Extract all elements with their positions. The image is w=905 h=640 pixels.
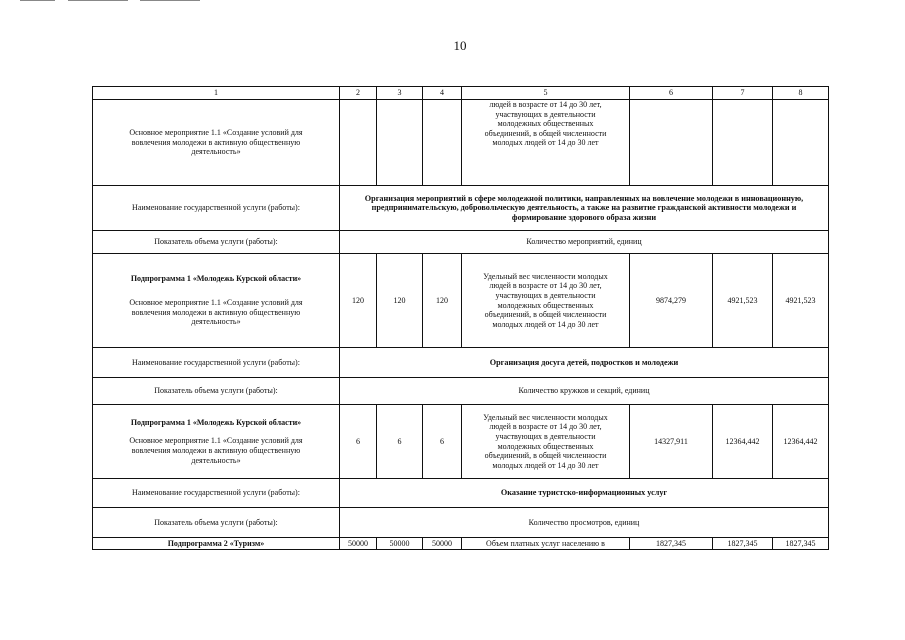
scan-edge-line (20, 0, 55, 1)
value-cell: 9874,279 (630, 254, 713, 348)
table-header-row (93, 87, 829, 100)
indicator-line: людей в возрасте от 14 до 30 лет, (489, 100, 602, 109)
value-cell (713, 100, 773, 186)
activity-line: Основное мероприятие 1.1 «Создание условий для (129, 297, 303, 307)
volume-indicator-value: Количество просмотров, единиц (340, 508, 829, 538)
indicator-cell (462, 100, 630, 186)
indicator-line: участвующих в деятельности (495, 290, 596, 300)
indicator-cell (462, 254, 630, 348)
value-cell: 4921,523 (773, 254, 829, 348)
indicator-line: молодых людей от 14 до 30 лет (492, 138, 599, 148)
indicator-line: участвующих в деятельности (495, 431, 596, 441)
activity-line: Основное мероприятие 1.1 «Создание условий для (129, 436, 303, 446)
value-cell: 6 (377, 405, 423, 479)
indicator-line: людей в возрасте от 14 до 30 лет, (489, 422, 602, 432)
service-name-label: Наименование государственной услуги (работы): (93, 186, 340, 231)
table-row (93, 231, 829, 254)
table-row (93, 348, 829, 378)
indicator-line: молодых людей от 14 до 30 лет (492, 319, 599, 329)
value-cell: 50000 (423, 538, 462, 550)
value-cell: 12364,442 (713, 405, 773, 479)
value-cell: 6 (340, 405, 377, 479)
indicator-line: участвующих в деятельности (495, 109, 596, 119)
activity-line: вовлечения молодежи в активную общественную (131, 307, 301, 317)
indicator-cell: Объем платных услуг населению в (462, 538, 630, 550)
activity-line: деятельность» (191, 147, 241, 157)
value-cell: 120 (423, 254, 462, 348)
service-name-value: Организация мероприятий в сфере молодежной политики, направленных на вовлечение молодежи в инновационную, предпринимательскую, добровольческую деятельность, а также на развитие гражданской активности молодежи и формирование здорового образа жизни (340, 186, 829, 231)
table-row (93, 254, 829, 348)
value-cell: 6 (423, 405, 462, 479)
activity-cell (93, 100, 340, 186)
activity-line: вовлечения молодежи в активную общественную (131, 137, 301, 147)
activity-line: вовлечения молодежи в активную общественную (131, 446, 301, 455)
value-cell (377, 100, 423, 186)
subprogram-title: Подпрограмма 1 «Молодежь Курской области» (130, 274, 302, 284)
header-cell: 1 (93, 87, 340, 100)
table-row (93, 508, 829, 538)
activity-line: деятельность» (191, 455, 241, 465)
header-cell: 8 (773, 87, 829, 100)
table-row (93, 186, 829, 231)
table-row (93, 100, 829, 186)
header-cell: 6 (630, 87, 713, 100)
indicator-line: молодежных общественных (497, 300, 594, 310)
activity-cell (93, 254, 340, 348)
indicator-line: объединений, в общей численности (484, 128, 607, 138)
indicator-line: объединений, в общей численности (484, 451, 607, 461)
volume-indicator-label: Показатель объема услуги (работы): (93, 508, 340, 538)
value-cell (773, 100, 829, 186)
header-cell: 2 (340, 87, 377, 100)
volume-indicator-label: Показатель объема услуги (работы): (93, 378, 340, 405)
scan-edge-line (68, 0, 128, 1)
value-cell: 12364,442 (773, 405, 829, 479)
service-name-label: Наименование государственной услуги (работы): (93, 348, 340, 378)
table-row (93, 538, 829, 550)
indicator-line: людей в возрасте от 14 до 30 лет, (489, 281, 602, 291)
value-cell: 1827,345 (630, 538, 713, 550)
value-cell: 120 (340, 254, 377, 348)
indicator-line: объединений, в общей численности (484, 310, 607, 320)
volume-indicator-value: Количество кружков и секций, единиц (340, 378, 829, 405)
volume-indicator-label: Показатель объема услуги (работы): (93, 231, 340, 254)
value-cell: 120 (377, 254, 423, 348)
header-cell: 4 (423, 87, 462, 100)
table-row (93, 405, 829, 479)
value-cell: 50000 (340, 538, 377, 550)
indicator-cell (462, 405, 630, 479)
activity-line: Основное мероприятие 1.1 «Создание условий для (129, 128, 303, 138)
subprogram-title: Подпрограмма 1 «Молодежь Курской области» (130, 417, 302, 427)
value-cell (340, 100, 377, 186)
header-cell: 5 (462, 87, 630, 100)
indicator-line: молодых людей от 14 до 30 лет (492, 460, 599, 470)
service-table (92, 86, 829, 550)
activity-line: деятельность» (191, 317, 241, 327)
header-cell: 3 (377, 87, 423, 100)
indicator-line: Удельный вес численности молодых (483, 271, 608, 281)
value-cell: 4921,523 (713, 254, 773, 348)
value-cell (630, 100, 713, 186)
value-cell: 50000 (377, 538, 423, 550)
activity-cell (93, 405, 340, 479)
value-cell: 14327,911 (630, 405, 713, 479)
header-cell: 7 (713, 87, 773, 100)
value-cell (423, 100, 462, 186)
service-name-value: Оказание туристско-информационных услуг (340, 479, 829, 508)
value-cell: 1827,345 (713, 538, 773, 550)
volume-indicator-value: Количество мероприятий, единиц (340, 231, 829, 254)
service-name-label: Наименование государственной услуги (работы): (93, 479, 340, 508)
table-row (93, 378, 829, 405)
subprogram-title: Подпрограмма 2 «Туризм» (93, 538, 340, 550)
table-row (93, 479, 829, 508)
indicator-line: молодежных общественных (497, 441, 594, 451)
indicator-line: Удельный вес численности молодых (483, 412, 608, 422)
indicator-line: молодежных общественных (497, 119, 594, 129)
scan-edge-line (140, 0, 200, 1)
page-number: 10 (453, 38, 467, 53)
value-cell: 1827,345 (773, 538, 829, 550)
service-name-value: Организация досуга детей, подростков и молодежи (340, 348, 829, 378)
